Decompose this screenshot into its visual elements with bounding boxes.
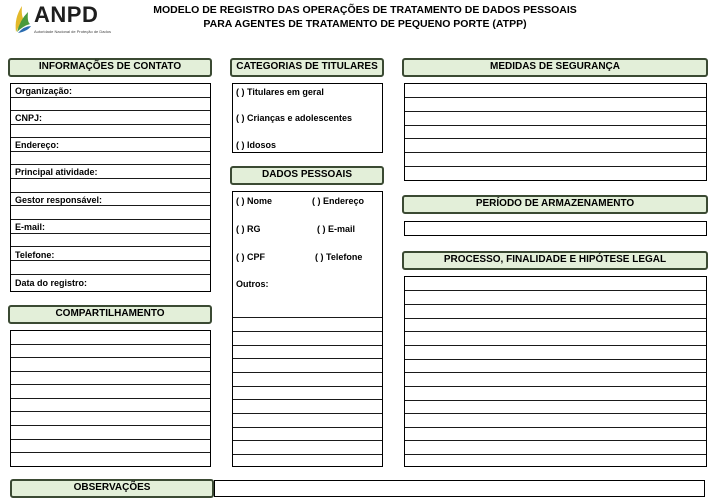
periodo-armazenamento-field[interactable]	[404, 221, 707, 236]
label-outros: Outros:	[236, 279, 269, 289]
medidas-seguranca-panel[interactable]	[404, 83, 707, 181]
header-medidas-seguranca: MEDIDAS DE SEGURANÇA	[402, 58, 708, 77]
field-organizacao[interactable]: Organização:	[15, 86, 73, 96]
field-cnpj[interactable]: CNPJ:	[15, 113, 43, 123]
title-line-1: MODELO DE REGISTRO DAS OPERAÇÕES DE TRATAMENTO DE DADOS PESSOAIS	[153, 4, 577, 16]
header-compartilhamento: COMPARTILHAMENTO	[8, 305, 212, 324]
option-nome[interactable]: ( ) Nome	[236, 196, 272, 206]
logo-subtitle: Autoridade Nacional de Proteção de Dados	[34, 29, 111, 34]
header-dados-pessoais: DADOS PESSOAIS	[230, 166, 384, 185]
compartilhamento-panel[interactable]	[10, 330, 211, 467]
option-rg[interactable]: ( ) RG	[236, 224, 261, 234]
categorias-panel	[232, 83, 383, 153]
anpd-leaf-icon	[12, 4, 32, 34]
header-categorias-titulares: CATEGORIAS DE TITULARES	[230, 58, 384, 77]
header-contact-info: INFORMAÇÕES DE CONTATO	[8, 58, 212, 77]
anpd-logo	[12, 2, 122, 40]
field-data-registro[interactable]: Data do registro:	[15, 278, 88, 288]
processo-finalidade-panel[interactable]	[404, 276, 707, 467]
field-gestor-responsavel[interactable]: Gestor responsável:	[15, 195, 103, 205]
contact-info-panel	[10, 83, 211, 292]
header-observacoes: OBSERVAÇÕES	[10, 479, 214, 498]
observacoes-field[interactable]	[214, 480, 705, 497]
option-email[interactable]: ( ) E-mail	[317, 224, 356, 234]
header-periodo-armazenamento: PERÍODO DE ARMAZENAMENTO	[402, 195, 708, 214]
field-email[interactable]: E-mail:	[15, 222, 46, 232]
field-principal-atividade[interactable]: Principal atividade:	[15, 167, 98, 177]
header-processo-finalidade: PROCESSO, FINALIDADE E HIPÓTESE LEGAL	[402, 251, 708, 270]
option-idosos[interactable]: ( ) Idosos	[236, 140, 276, 150]
option-titulares-geral[interactable]: ( ) Titulares em geral	[236, 87, 324, 97]
option-telefone[interactable]: ( ) Telefone	[315, 252, 363, 262]
document-title	[150, 3, 580, 31]
field-endereco[interactable]: Endereço:	[15, 140, 60, 150]
option-criancas-adolescentes[interactable]: ( ) Crianças e adolescentes	[236, 113, 353, 123]
title-line-2: PARA AGENTES DE TRATAMENTO DE PEQUENO PORTE (ATPP)	[203, 18, 527, 30]
option-cpf[interactable]: ( ) CPF	[236, 252, 265, 262]
dados-pessoais-panel	[232, 191, 383, 467]
field-telefone[interactable]: Telefone:	[15, 250, 55, 260]
option-endereco[interactable]: ( ) Endereço	[312, 196, 365, 206]
logo-name: ANPD	[34, 2, 99, 27]
